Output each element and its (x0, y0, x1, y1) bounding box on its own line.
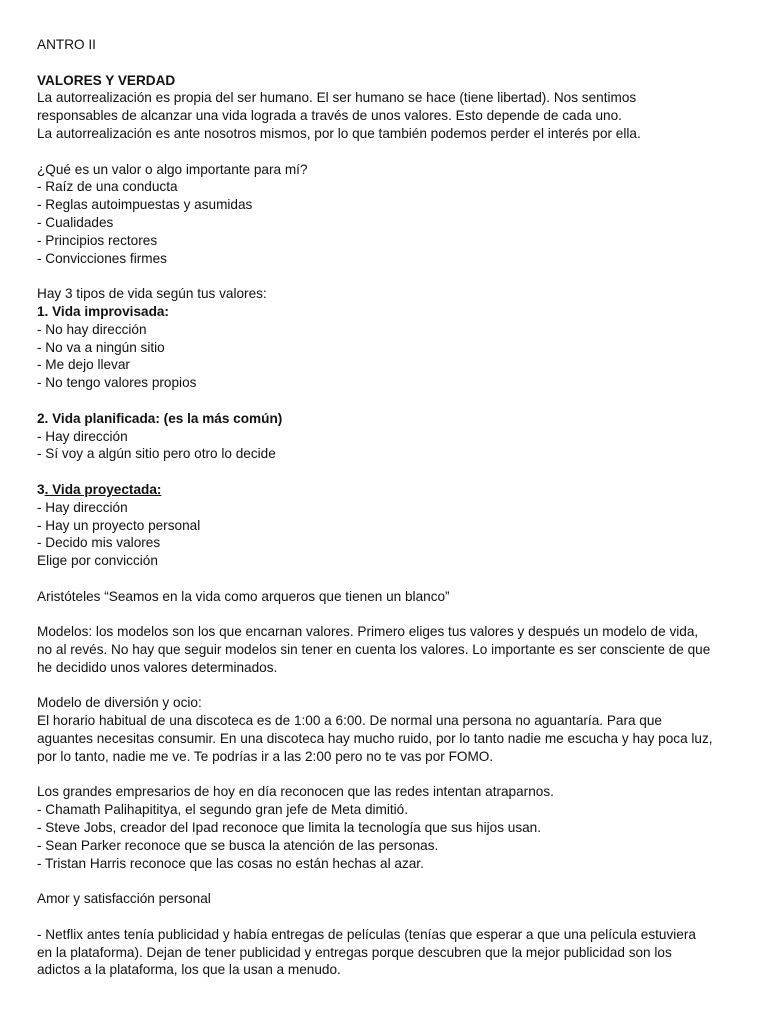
netflix-line: adictos a la plataforma, los que la usan a menudo. (37, 962, 341, 978)
document-page (37, 36, 737, 979)
type3-heading (37, 481, 737, 499)
spacer (37, 766, 737, 784)
type2-item: - Hay dirección (37, 428, 128, 444)
value-item: - Reglas autoimpuestas y asumidas (37, 197, 253, 213)
spacer (37, 606, 737, 624)
spacer (37, 54, 737, 72)
type1-title: 1. Vida improvisada: (37, 303, 169, 319)
type3-number: 3 (37, 481, 45, 497)
spacer (37, 143, 737, 161)
models-line: Modelos: los modelos son los que encarnan valores. Primero eliges tus valores y después un modelo de vida, (37, 624, 699, 640)
entrepreneur-item: - Steve Jobs, creador del Ipad reconoce que limita la tecnología que sus hijos usan. (37, 820, 542, 836)
document-header: ANTRO II (37, 37, 96, 52)
love-title: Amor y satisfacción personal (37, 891, 211, 907)
leisure-line: por lo tanto, nadie me ve. Te podrías ir a las 2:00 pero no te vas por FOMO. (37, 748, 494, 764)
types-intro: Hay 3 tipos de vida según tus valores: (37, 286, 267, 302)
value-question: ¿Qué es un valor o algo importante para mí? (37, 161, 308, 177)
type2-title: 2. Vida planificada: (es la más común) (37, 410, 283, 426)
value-item: - Cualidades (37, 214, 114, 230)
netflix-line: en la plataforma). Dejan de tener publicidad y entregas porque descubren que la mejor publicidad son los (37, 944, 672, 960)
aristotle-quote: Aristóteles “Seamos en la vida como arqueros que tienen un blanco” (37, 588, 450, 604)
type1-item: - No va a ningún sitio (37, 339, 165, 355)
models-line: he decidido unos valores determinados. (37, 659, 278, 675)
entrepreneur-item: - Tristan Harris reconoce que las cosas no están hechas al azar. (37, 855, 424, 871)
spacer (37, 677, 737, 695)
spacer (37, 908, 737, 926)
spacer (37, 872, 737, 890)
entrepreneur-item: - Sean Parker reconoce que se busca la atención de las personas. (37, 837, 439, 853)
leisure-line: El horario habitual de una discoteca es de 1:00 a 6:00. De normal una persona no aguantaría. Para que (37, 713, 662, 729)
value-item: - Principios rectores (37, 232, 158, 248)
value-item: - Convicciones firmes (37, 250, 167, 266)
type2-item: - Sí voy a algún sitio pero otro lo decide (37, 446, 276, 462)
intro-line: La autorrealización es ante nosotros mismos, por lo que también podemos perder el interés por ella. (37, 125, 641, 141)
spacer (37, 267, 737, 285)
intro-line: La autorrealización es propia del ser humano. El ser humano se hace (tiene libertad). Nos sentimos (37, 90, 637, 106)
type1-item: - No tengo valores propios (37, 375, 197, 391)
spacer (37, 463, 737, 481)
models-line: no al revés. No hay que seguir modelos sin tener en cuenta los valores. Lo importante es ser consciente de que (37, 642, 711, 658)
type3-item: - Hay un proyecto personal (37, 517, 201, 533)
type3-item: - Hay dirección (37, 499, 128, 515)
leisure-line: aguantes necesitas consumir. En una discoteca hay mucho ruido, por lo tanto nadie me escucha y hay poca luz, (37, 731, 713, 747)
type3-title: . Vida proyectada: (44, 481, 162, 497)
type1-item: - No hay dirección (37, 321, 147, 337)
value-item: - Raíz de una conducta (37, 179, 178, 195)
netflix-line: - Netflix antes tenía publicidad y había entregas de películas (tenías que esperar a que una película estuviera (37, 926, 696, 942)
entrepreneur-item: - Chamath Palihapititya, el segundo gran jefe de Meta dimitió. (37, 802, 409, 818)
type3-item: - Decido mis valores (37, 535, 161, 551)
spacer (37, 570, 737, 588)
entrepreneurs-intro: Los grandes empresarios de hoy en día reconocen que las redes intentan atraparnos. (37, 784, 554, 800)
intro-line: responsables de alcanzar una vida lograda a través de unos valores. Esto depende de cada uno. (37, 108, 622, 124)
spacer (37, 392, 737, 410)
type3-closing: Elige por convicción (37, 553, 158, 569)
type1-item: - Me dejo llevar (37, 357, 130, 373)
leisure-title: Modelo de diversión y ocio: (37, 695, 202, 711)
section-title: VALORES Y VERDAD (37, 72, 176, 88)
